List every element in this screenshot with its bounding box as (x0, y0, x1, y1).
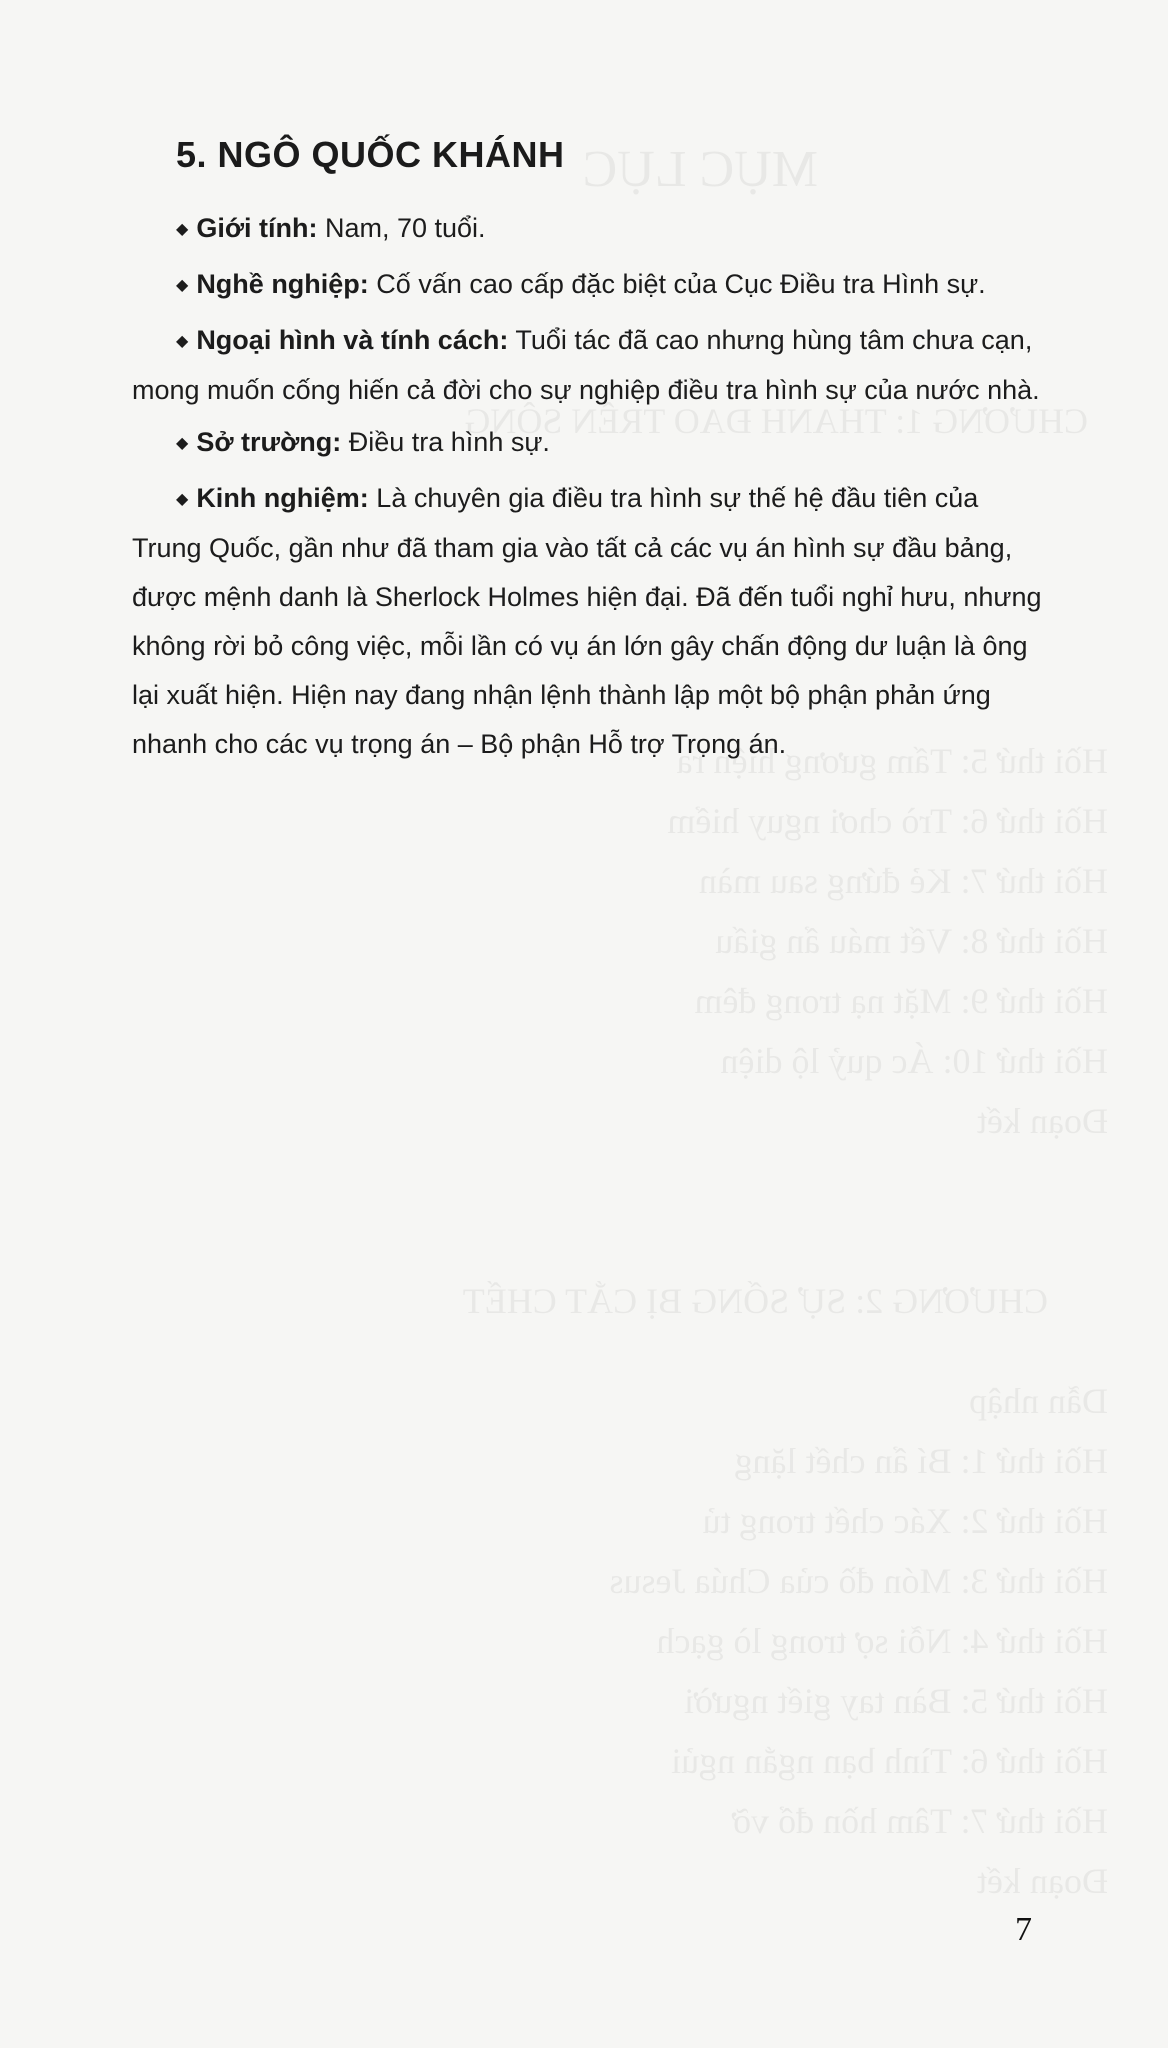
section-heading: 5. NGÔ QUỐC KHÁNH (176, 134, 565, 175)
item-label: Giới tính: (196, 213, 318, 243)
item-text: Điều tra hình sự. (341, 427, 550, 457)
bullet-icon: ◆ (176, 491, 189, 508)
bullet-icon: ◆ (176, 221, 189, 238)
item-gender (176, 204, 1076, 254)
item-experience (132, 474, 1042, 769)
item-label: Ngoại hình và tính cách: (196, 325, 509, 355)
item-text: Là chuyên gia điều tra hình sự thế hệ đầu tiên của Trung Quốc, gần như đã tham gia vào tất cả các vụ án hình sự đầu bảng, được mệnh danh là Sherlock Holmes hiện đại. Đã đến tuổi nghỉ hưu, nhưng không rời bỏ công việc, mỗi lần có vụ án lớn gây chấn động dư luận là ông lại xuất hiện. Hiện nay đang nhận lệnh thành lập một bộ phận phản ứng nhanh cho các vụ trọng án – Bộ phận Hỗ trợ Trọng án. (132, 483, 1042, 759)
bullet-icon: ◆ (176, 435, 189, 452)
bleed-through-text: MỤC LỤC CHƯƠNG 1: THANH ĐAO TRÊN SÔNG Hồi thứ 5: Tấm gương hiện ra Hồi thứ 6: Trò chơi nguy hiểm Hồi thứ 7: Kẻ đứng sau màn Hồi thứ 8: Vết máu ẩn giấu Hồi thứ 9: Mặt nạ trong đêm Hồi thứ 10: Ác quỷ lộ diện Đoạn kết CHƯƠNG 2: SỰ SỐNG BỊ CẮT CHẾT Dẫn nhập Hồi thứ 1: Bí ẩn chết lặng Hồi thứ 2: Xác chết trong tủ Hồi thứ 3: Món đồ của Chúa Jesus Hồi thứ 4: Nỗi sợ trong lò gạch Hồi thứ 5: Bàn tay giết người Hồi thứ 6: Tình bạn ngắn ngủi Hồi thứ 7: Tâm hồn đổ vỡ Đoạn kết (462, 141, 1108, 1901)
item-label: Kinh nghiệm: (196, 483, 369, 513)
item-occupation (176, 260, 1076, 310)
item-label: Sở trường: (196, 427, 342, 457)
bullet-icon: ◆ (176, 277, 189, 294)
item-specialty (176, 418, 1076, 468)
item-text: Tuổi tác đã cao nhưng hùng tâm chưa cạn, mong muốn cống hiến cả đời cho sự nghiệp điều tra hình sự của nước nhà. (132, 325, 1040, 405)
item-label: Nghề nghiệp: (196, 269, 369, 299)
item-text: Nam, 70 tuổi. (317, 213, 486, 243)
item-text: Cố vấn cao cấp đặc biệt của Cục Điều tra Hình sự. (368, 269, 986, 299)
bullet-icon: ◆ (176, 333, 189, 350)
item-appearance (132, 316, 1042, 415)
page-number: 7 (1015, 1911, 1032, 1948)
